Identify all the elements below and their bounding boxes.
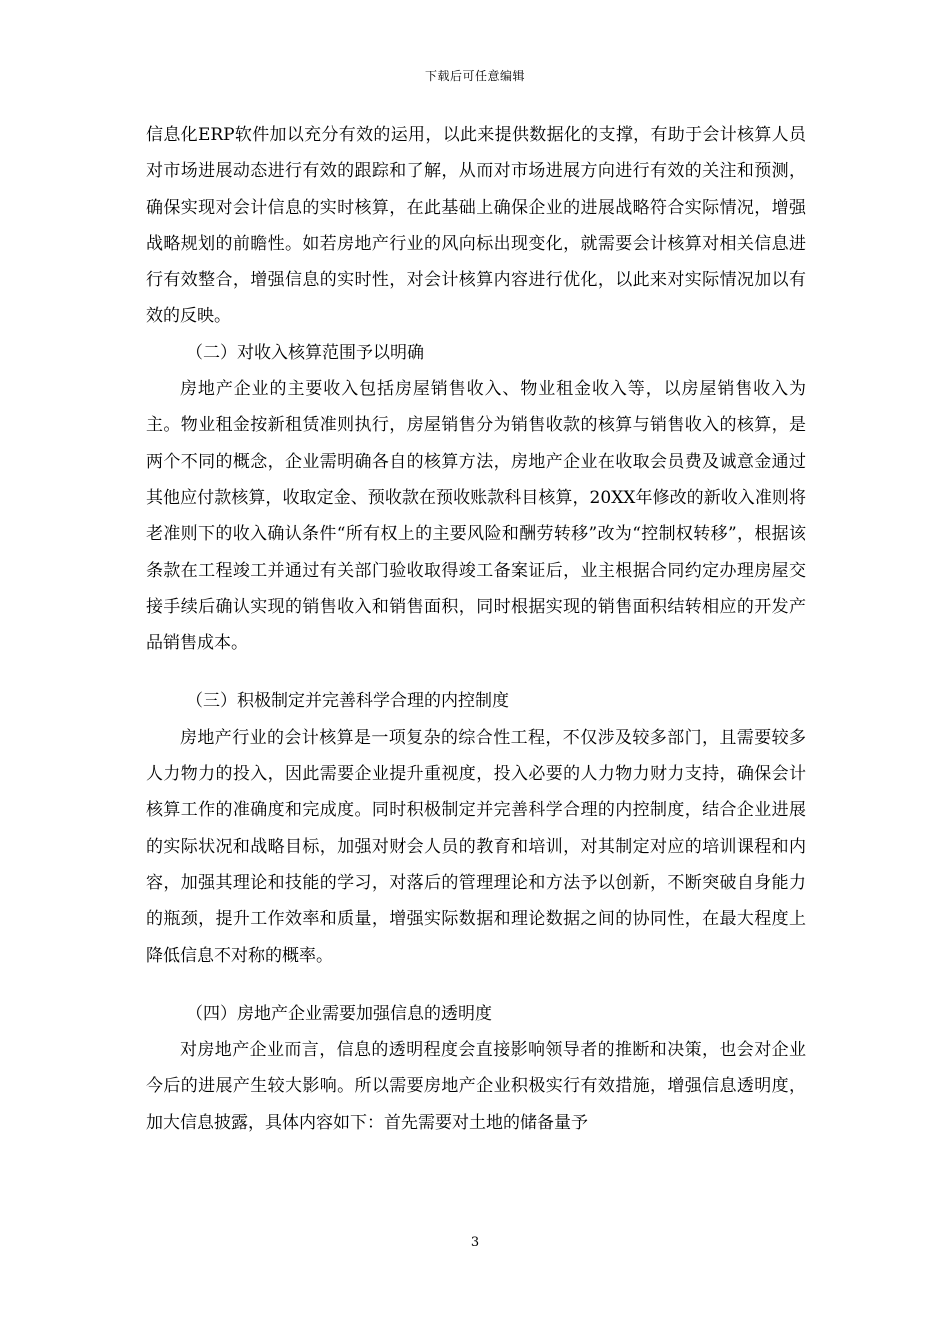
paragraph-transparency: 对房地产企业而言，信息的透明程度会直接影响领导者的推断和决策，也会对企业今后的进展产生较大影响。所以需要房地产企业积极实行有效措施，增强信息透明度，加大信息披露，具体内容如下：首先需要对土地的储备量予 (146, 1040, 806, 1133)
section-heading-4: （四）房地产企业需要加强信息的透明度 (186, 1003, 492, 1024)
page-number: 3 (470, 1235, 480, 1250)
page-header: 下载后可任意编辑 (424, 69, 525, 83)
paragraph-internal-control: 房地产行业的会计核算是一项复杂的综合性工程，不仅涉及较多部门，且需要较多人力物力的投入，因此需要企业提升重视度，投入必要的人力物力财力支持，确保会计核算工作的准确度和完成度。同时积极制定并完善科学合理的内控制度，结合企业进展的实际状况和战略目标，加强对财会人员的教育和培训，对其制定对应的培训课程和内容，加强其理论和技能的学习，对落后的管理理论和方法予以创新，不断突破自身能力的瓶颈，提升工作效率和质量，增强实际数据和理论数据之间的协同性，在最大程度上降低信息不对称的概率。 (146, 727, 806, 966)
paragraph-spacer (146, 661, 806, 683)
section-heading-3: （三）积极制定并完善科学合理的内控制度 (186, 691, 509, 712)
paragraph-spacer (146, 974, 806, 996)
paragraph-intro: 信息化ERP软件加以充分有效的运用，以此来提供数据化的支撑，有助于会计核算人员对市场进展动态进行有效的跟踪和了解，从而对市场进展方向进行有效的关注和预测，确保实现对会计信息的实时核算，在此基础上确保企业的进展战略符合实际情况，增强战略规划的前瞻性。如若房地产行业的风向标出现变化，就需要会计核算对相关信息进行有效整合，增强信息的实时性，对会计核算内容进行优化，以此来对实际情况加以有效的反映。 (146, 125, 806, 327)
paragraph-income-scope: 房地产企业的主要收入包括房屋销售收入、物业租金收入等，以房屋销售收入为主。物业租金按新租赁准则执行，房屋销售分为销售收款的核算与销售收入的核算，是两个不同的概念，企业需明确各自的核算方法，房地产企业在收取会员费及诚意金通过其他应付款核算，收取定金、预收款在预收账款科目核算，20XX年修改的新收入准则将老准则下的收入确认条件“所有权上的主要风险和酬劳转移”改为“控制权转移”，根据该条款在工程竣工并通过有关部门验收取得竣工备案证后，业主根据合同约定办理房屋交接手续后确认实现的销售收入和销售面积，同时根据实现的销售面积结转相应的开发产品销售成本。 (146, 379, 806, 654)
section-heading-2: （二）对收入核算范围予以明确 (186, 342, 424, 363)
document-body (146, 117, 806, 1141)
